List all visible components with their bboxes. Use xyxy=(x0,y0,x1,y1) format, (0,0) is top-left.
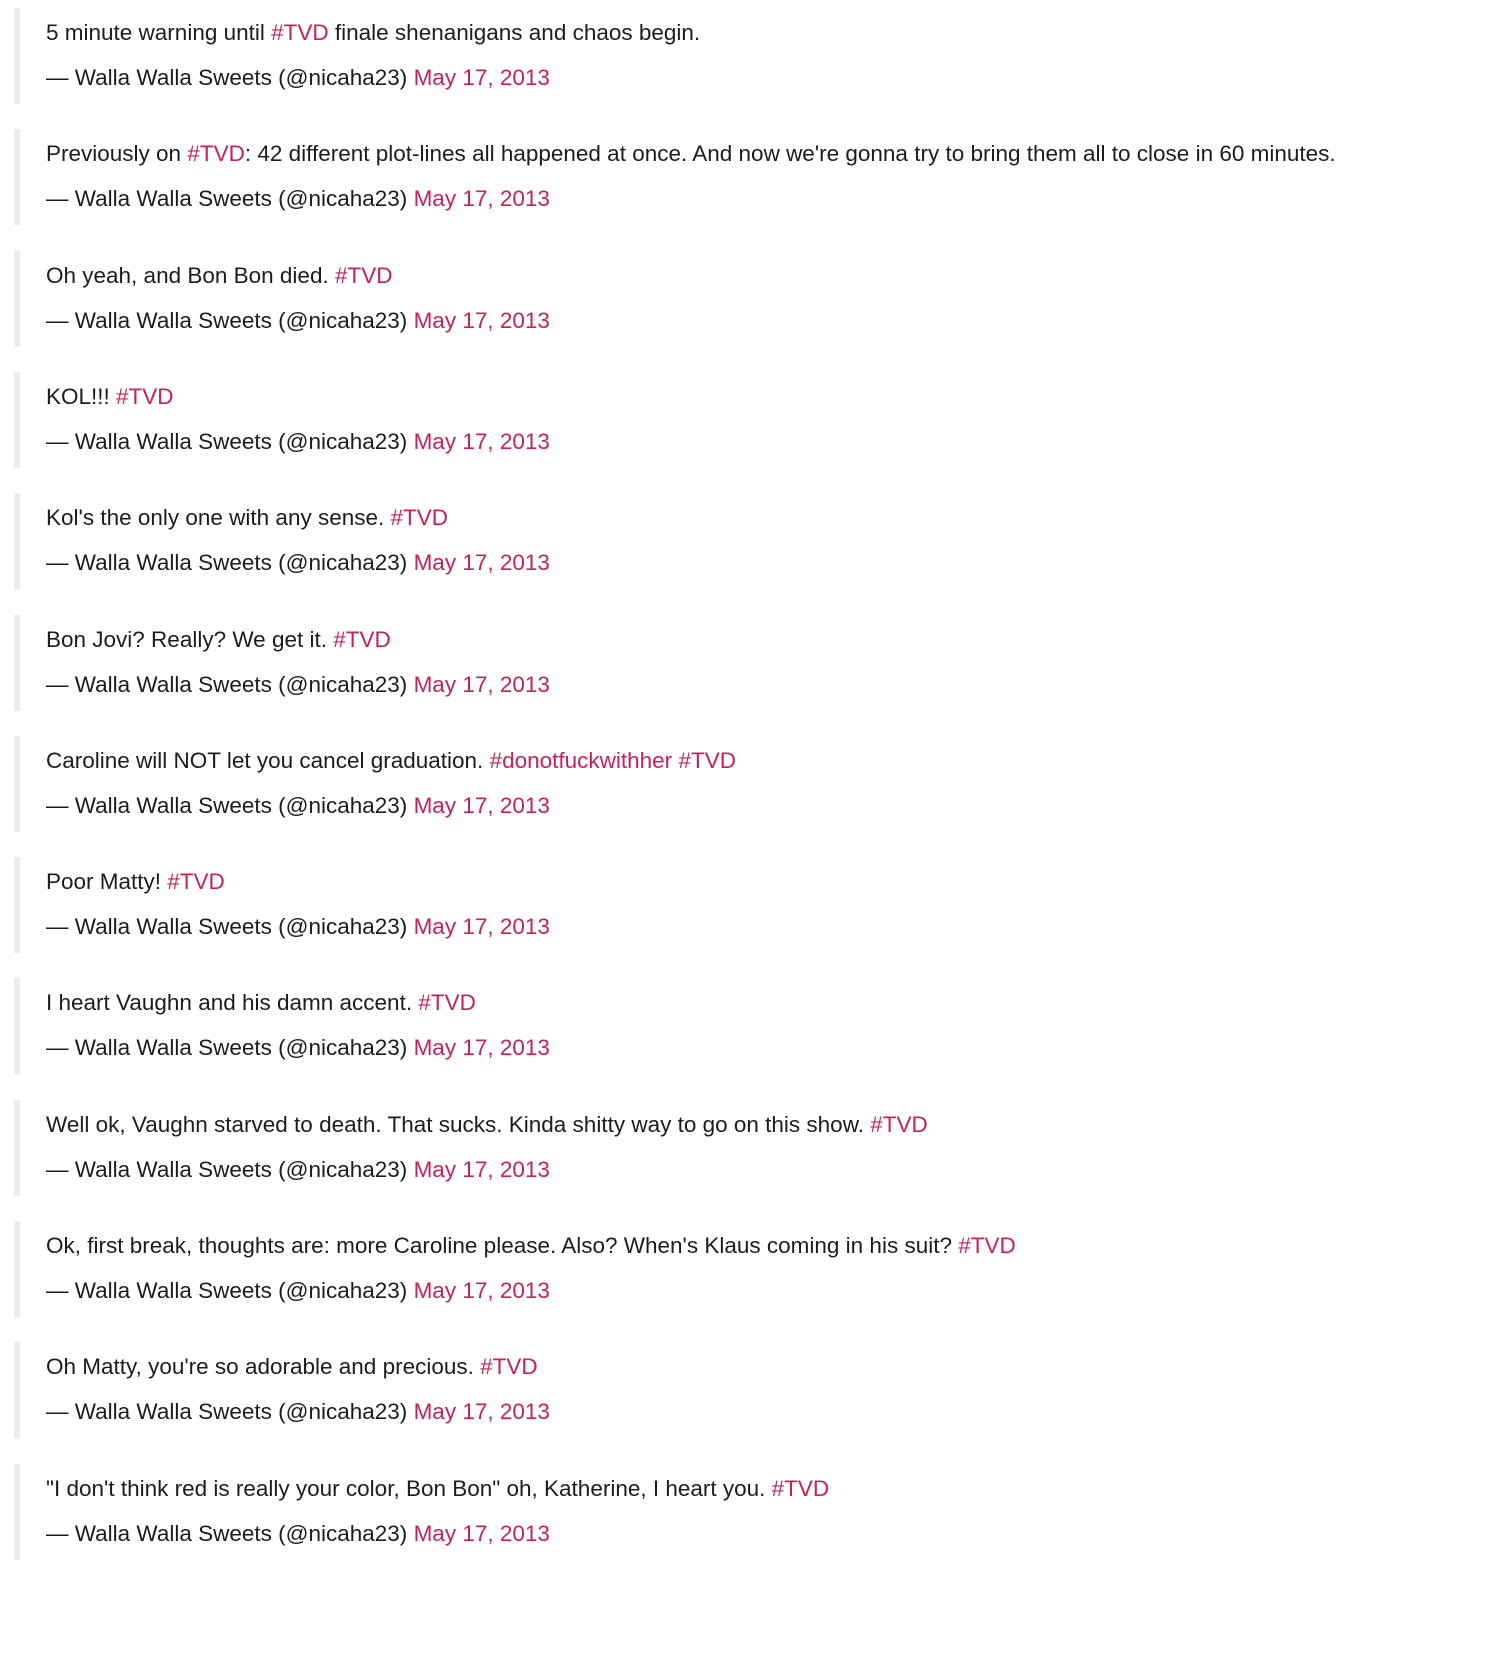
tweet-author: — Walla Walla Sweets (@nicaha23) xyxy=(46,1157,408,1182)
embedded-tweet xyxy=(14,1342,1454,1438)
embedded-tweet xyxy=(14,129,1454,225)
tweet-text-segment: Oh yeah, and Bon Bon died. xyxy=(46,263,335,288)
tweet-attribution xyxy=(46,1157,550,1183)
hashtag-link[interactable]: #TVD xyxy=(958,1233,1016,1258)
tweet-text xyxy=(46,1112,928,1138)
tweet-author: — Walla Walla Sweets (@nicaha23) xyxy=(46,914,408,939)
tweet-text-segment: : 42 different plot-lines all happened at once. And now we're gonna try to bring them all to close in 60 minutes. xyxy=(244,141,1336,166)
embedded-tweet xyxy=(14,736,1454,832)
tweet-author: — Walla Walla Sweets (@nicaha23) xyxy=(46,1035,408,1060)
embedded-tweet xyxy=(14,251,1454,347)
tweet-text xyxy=(46,384,174,410)
tweet-text xyxy=(46,1476,829,1502)
tweet-date-link[interactable]: May 17, 2013 xyxy=(413,1278,550,1303)
tweet-date-link[interactable]: May 17, 2013 xyxy=(413,914,550,939)
tweet-attribution xyxy=(46,550,550,576)
embedded-tweet xyxy=(14,1221,1454,1317)
hashtag-link[interactable]: #TVD xyxy=(390,505,449,530)
hashtag-link[interactable]: #TVD xyxy=(771,1476,830,1501)
tweet-date-link[interactable]: May 17, 2013 xyxy=(413,429,550,454)
tweet-text xyxy=(46,990,476,1016)
tweet-text-segment: Previously on xyxy=(46,141,188,166)
tweet-text-segment: Kol's the only one with any sense. xyxy=(46,505,391,530)
tweet-text-segment: "I don't think red is really your color, Bon Bon" oh, Katherine, I heart you. xyxy=(46,1476,772,1501)
hashtag-link[interactable]: #donotfuckwithher xyxy=(489,748,673,773)
tweet-text-segment: 5 minute warning until xyxy=(46,20,272,45)
tweet-text xyxy=(46,1354,538,1380)
tweet-date-link[interactable]: May 17, 2013 xyxy=(413,308,550,333)
tweet-attribution xyxy=(46,429,550,455)
tweet-date-link[interactable]: May 17, 2013 xyxy=(413,672,550,697)
embedded-tweet xyxy=(14,372,1454,468)
hashtag-link[interactable]: #TVD xyxy=(187,141,245,166)
tweet-text-segment: I heart Vaughn and his damn accent. xyxy=(46,990,419,1015)
tweet-date-link[interactable]: May 17, 2013 xyxy=(413,186,550,211)
tweet-author: — Walla Walla Sweets (@nicaha23) xyxy=(46,1399,408,1424)
tweet-date-link[interactable]: May 17, 2013 xyxy=(413,1035,550,1060)
tweet-date-link[interactable]: May 17, 2013 xyxy=(413,1157,550,1182)
tweet-text-segment: Oh Matty, you're so adorable and precious. xyxy=(46,1354,481,1379)
tweet-attribution xyxy=(46,672,550,698)
tweet-text-segment: Poor Matty! xyxy=(46,869,168,894)
tweet-attribution xyxy=(46,793,550,819)
embedded-tweet xyxy=(14,857,1454,953)
tweet-attribution xyxy=(46,1035,550,1061)
tweet-author: — Walla Walla Sweets (@nicaha23) xyxy=(46,429,408,454)
tweet-author: — Walla Walla Sweets (@nicaha23) xyxy=(46,1278,408,1303)
hashtag-link[interactable]: #TVD xyxy=(116,384,174,409)
tweet-text xyxy=(46,141,1336,167)
tweet-author: — Walla Walla Sweets (@nicaha23) xyxy=(46,308,408,333)
tweet-text-segment: finale shenanigans and chaos begin. xyxy=(328,20,701,45)
hashtag-link[interactable]: #TVD xyxy=(418,990,476,1015)
embedded-tweet xyxy=(14,978,1454,1074)
tweet-date-link[interactable]: May 17, 2013 xyxy=(413,1521,550,1546)
tweet-text-segment: KOL!!! xyxy=(46,384,117,409)
tweet-attribution xyxy=(46,186,550,212)
tweet-text-segment: Ok, first break, thoughts are: more Caroline please. Also? When's Klaus coming in his suit? xyxy=(46,1233,959,1258)
tweet-text xyxy=(46,627,391,653)
embedded-tweet xyxy=(14,615,1454,711)
embedded-tweet xyxy=(14,8,1454,104)
tweet-attribution xyxy=(46,1521,550,1547)
tweet-author: — Walla Walla Sweets (@nicaha23) xyxy=(46,1521,408,1546)
tweet-date-link[interactable]: May 17, 2013 xyxy=(413,793,550,818)
tweet-text xyxy=(46,263,392,289)
tweet-author: — Walla Walla Sweets (@nicaha23) xyxy=(46,550,408,575)
tweet-author: — Walla Walla Sweets (@nicaha23) xyxy=(46,186,408,211)
tweet-author: — Walla Walla Sweets (@nicaha23) xyxy=(46,793,408,818)
tweet-attribution xyxy=(46,1278,550,1304)
tweet-text xyxy=(46,748,736,774)
hashtag-link[interactable]: #TVD xyxy=(333,627,391,652)
tweet-author: — Walla Walla Sweets (@nicaha23) xyxy=(46,65,408,90)
hashtag-link[interactable]: #TVD xyxy=(870,1112,928,1137)
tweet-text xyxy=(46,869,225,895)
tweet-attribution xyxy=(46,65,550,91)
tweet-attribution xyxy=(46,914,550,940)
tweet-text-segment: Well ok, Vaughn starved to death. That sucks. Kinda shitty way to go on this show. xyxy=(46,1112,871,1137)
hashtag-link[interactable]: #TVD xyxy=(334,263,393,288)
hashtag-link[interactable]: #TVD xyxy=(271,20,329,45)
hashtag-link[interactable]: #TVD xyxy=(167,869,225,894)
tweet-text xyxy=(46,1233,1016,1259)
tweet-author: — Walla Walla Sweets (@nicaha23) xyxy=(46,672,408,697)
embedded-tweet xyxy=(14,493,1454,589)
hashtag-link[interactable]: #TVD xyxy=(480,1354,538,1379)
tweet-date-link[interactable]: May 17, 2013 xyxy=(413,1399,550,1424)
tweet-date-link[interactable]: May 17, 2013 xyxy=(413,550,550,575)
tweet-date-link[interactable]: May 17, 2013 xyxy=(413,65,550,90)
embedded-tweet xyxy=(14,1100,1454,1196)
hashtag-link[interactable]: #TVD xyxy=(678,748,736,773)
embedded-tweet xyxy=(14,1464,1454,1560)
tweet-text xyxy=(46,505,448,531)
tweet-attribution xyxy=(46,1399,550,1425)
tweet-attribution xyxy=(46,308,550,334)
tweet-text-segment: Bon Jovi? Really? We get it. xyxy=(46,627,334,652)
tweet-text xyxy=(46,20,700,46)
tweet-text-segment: Caroline will NOT let you cancel graduation. xyxy=(46,748,490,773)
